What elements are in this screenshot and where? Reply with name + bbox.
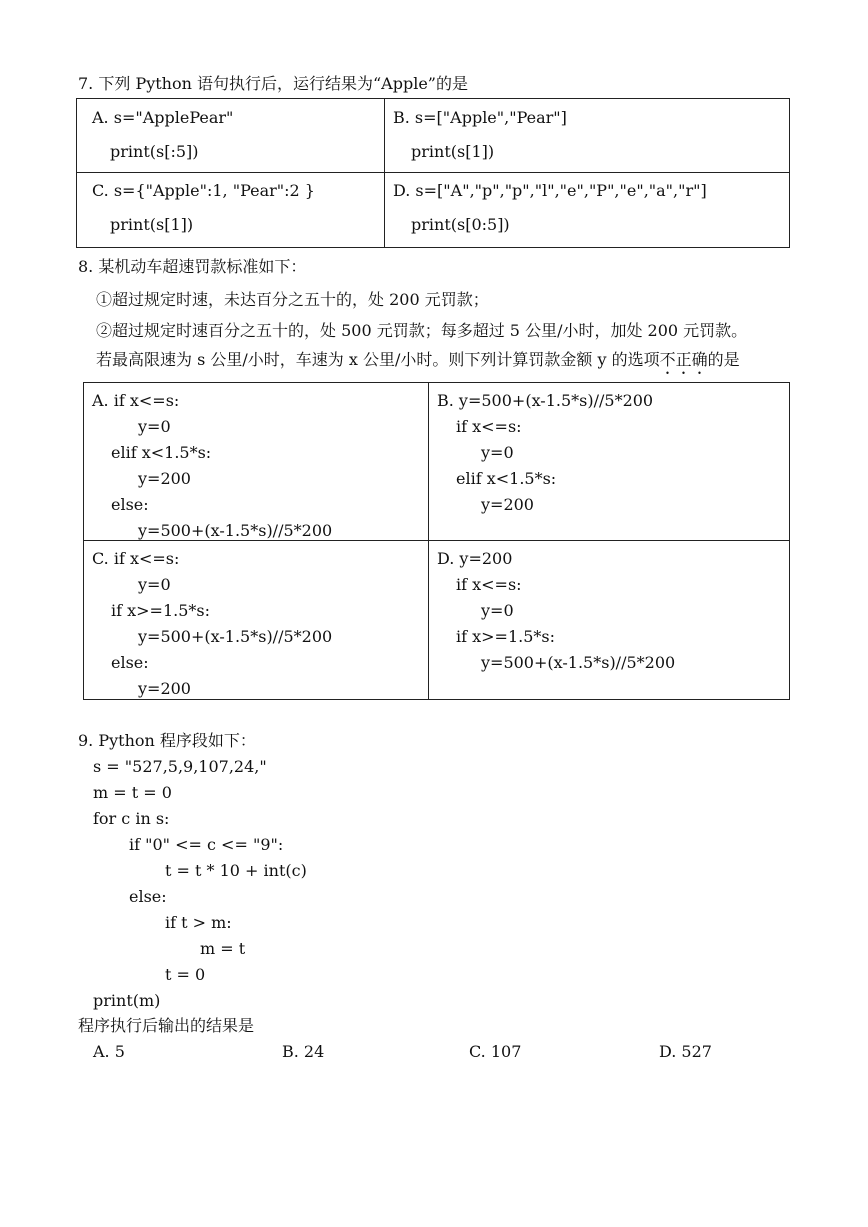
q8-option-c-line-5: else: <box>111 653 149 672</box>
q8-stem: 8. 某机动车超速罚款标准如下： <box>78 257 307 276</box>
q8-option-d-line-2: if x<=s: <box>456 575 522 594</box>
q7-option-d-line2: print(s[0:5]) <box>411 215 510 234</box>
q9-choice-b: B. 24 <box>282 1042 325 1061</box>
q7-options-table <box>76 98 790 248</box>
q8-option-c <box>84 541 429 700</box>
q8-option-b-line-5: y=200 <box>481 495 534 514</box>
q7-option-b-line1: B. s=["Apple","Pear"] <box>393 108 567 127</box>
q8-option-d-line-4: if x>=1.5*s: <box>456 627 556 646</box>
q7-option-a-line2: print(s[:5]) <box>110 142 199 161</box>
q7-option-c-line2: print(s[1]) <box>110 215 194 234</box>
q9-code-line-4: if "0" <= c <= "9": <box>129 835 284 854</box>
q8-option-d-line-3: y=0 <box>481 601 514 620</box>
q8-option-a-line-3: elif x<1.5*s: <box>111 443 212 462</box>
q7-option-b <box>385 99 790 173</box>
q7-option-a <box>77 99 385 173</box>
q9-code-line-2: m = t = 0 <box>93 783 172 802</box>
q9-choice-c: C. 107 <box>469 1042 522 1061</box>
q8-rule-2: ②超过规定时速百分之五十的，处 500 元罚款；每多超过 5 公里/小时，加处 200 元罚款。 <box>96 321 748 340</box>
q7-option-b-line2: print(s[1]) <box>411 142 495 161</box>
q8-question-pre: 若最高限速为 s 公里/小时，车速为 x 公里/小时。则下列计算罚款金额 y 的选项 <box>96 350 660 369</box>
q8-option-a-line-4: y=200 <box>138 469 191 488</box>
q8-option-c-line-2: y=0 <box>138 575 171 594</box>
q8-option-b-line-1: B. y=500+(x-1.5*s)//5*200 <box>437 391 654 410</box>
q8-option-b-line-4: elif x<1.5*s: <box>456 469 557 488</box>
q8-options-table <box>83 382 790 700</box>
q8-option-a-line-1: A. if x<=s: <box>92 391 180 410</box>
q8-option-b <box>429 383 790 541</box>
q9-code-line-1: s = "527,5,9,107,24," <box>93 757 267 776</box>
q9-choice-a: A. 5 <box>93 1042 125 1061</box>
q8-option-c-line-3: if x>=1.5*s: <box>111 601 211 620</box>
q8-question-emphasis: 不正确 <box>659 350 708 369</box>
q8-question <box>96 350 740 378</box>
q9-code-line-9: t = 0 <box>165 965 206 984</box>
q8-option-d-line-1: D. y=200 <box>437 549 513 568</box>
q8-option-c-line-1: C. if x<=s: <box>92 549 180 568</box>
q8-option-a <box>84 383 429 541</box>
q9-code-line-6: else: <box>129 887 167 906</box>
q7-option-c-line1: C. s={"Apple":1, "Pear":2 } <box>92 181 315 200</box>
q7-option-c <box>77 173 385 248</box>
q9-code-line-3: for c in s: <box>93 809 170 828</box>
q7-option-d-line1: D. s=["A","p","p","l","e","P","e","a","r"] <box>393 181 707 200</box>
q9-question: 程序执行后输出的结果是 <box>78 1016 255 1035</box>
q9-code-line-5: t = t * 10 + int(c) <box>165 861 307 880</box>
q9-stem: 9. Python 程序段如下： <box>78 731 256 750</box>
q8-option-d-line-5: y=500+(x-1.5*s)//5*200 <box>481 653 676 672</box>
q8-option-c-line-4: y=500+(x-1.5*s)//5*200 <box>138 627 333 646</box>
q7-option-d <box>385 173 790 248</box>
q9-code-line-8: m = t <box>200 939 246 958</box>
q9-code-line-10: print(m) <box>93 991 161 1010</box>
q7-stem: 7. 下列 Python 语句执行后，运行结果为“Apple”的是 <box>78 74 468 93</box>
q8-option-d <box>429 541 790 700</box>
q8-option-b-line-2: if x<=s: <box>456 417 522 436</box>
q8-question-post: 的是 <box>707 350 740 369</box>
q8-option-b-line-3: y=0 <box>481 443 514 462</box>
q8-option-a-line-5: else: <box>111 495 149 514</box>
q8-option-a-line-6: y=500+(x-1.5*s)//5*200 <box>138 521 333 540</box>
q8-option-c-line-6: y=200 <box>138 679 191 698</box>
q8-rule-1: ①超过规定时速，未达百分之五十的，处 200 元罚款； <box>96 290 489 309</box>
q9-code-line-7: if t > m: <box>165 913 232 932</box>
q7-option-a-line1: A. s="ApplePear" <box>92 108 234 127</box>
q8-option-a-line-2: y=0 <box>138 417 171 436</box>
q9-choice-d: D. 527 <box>659 1042 712 1061</box>
